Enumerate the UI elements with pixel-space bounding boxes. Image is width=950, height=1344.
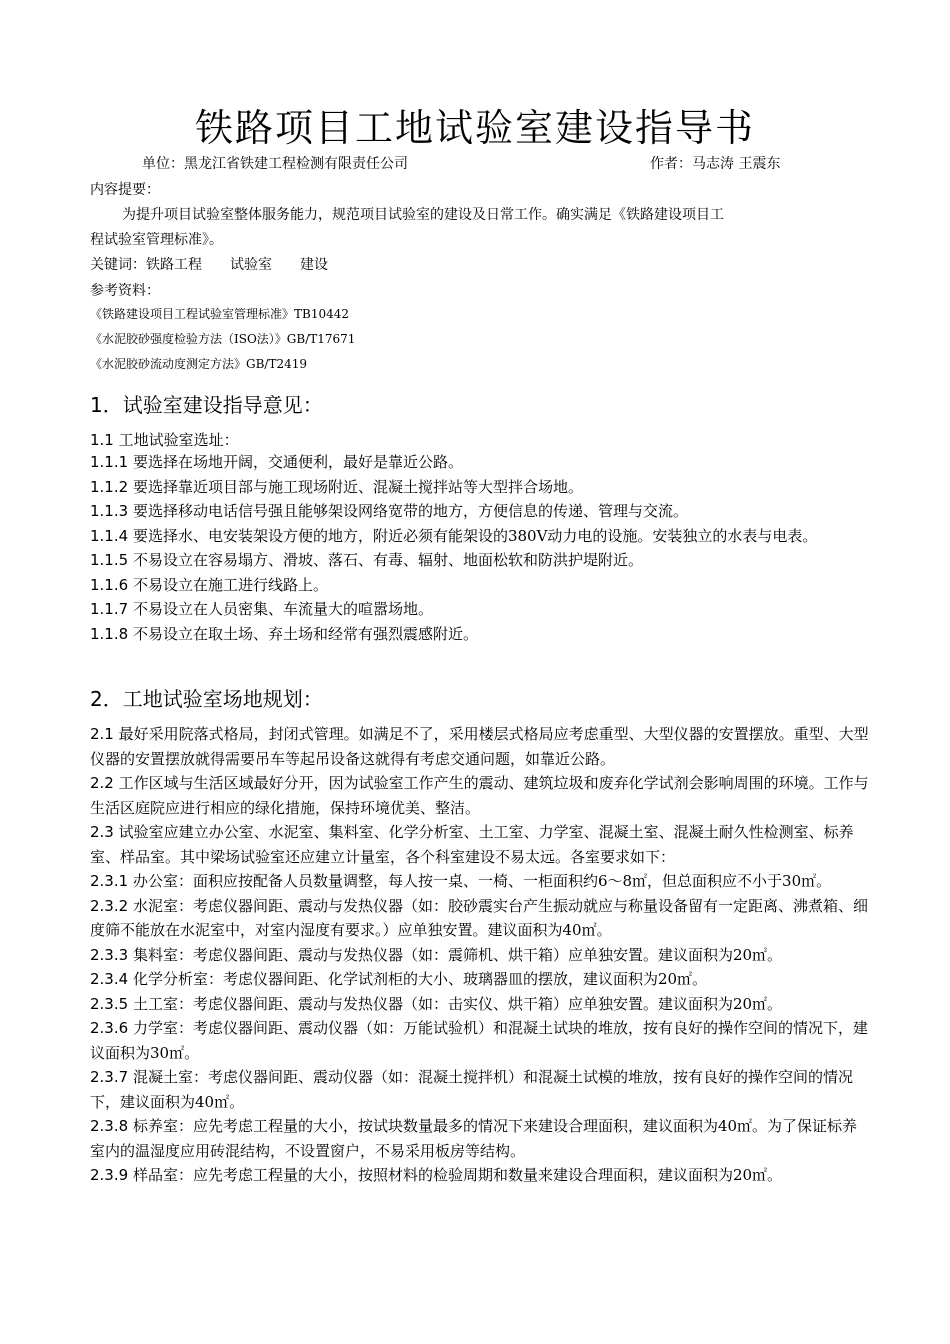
- list-item: 2.3.8 标养室：应先考虑工程量的大小，按试块数量最多的情况下来建设合理面积，建议面积为40㎡。为了保证标养室内的温湿度应用砖混结构，不设置窗户，不易采用板房等结构。: [90, 1117, 858, 1160]
- list-item: 2.3.6 力学室：考虑仪器间距、震动仪器（如：万能试验机）和混凝土试块的堆放，按有良好的操作空间的情况下，建议面积为30㎡。: [90, 1019, 868, 1062]
- reference-item: 《水泥胶砂流动度测定方法》GB/T2419: [90, 357, 307, 371]
- list-item: 1.1.5 不易设立在容易塌方、滑坡、落石、有毒、辐射、地面松软和防洪护堤附近。: [90, 551, 643, 569]
- abstract-line-1: 为提升项目试验室整体服务能力，规范项目试验室的建设及日常工作。确实满足《铁路建设项目工: [122, 207, 724, 223]
- author-names: 作者：马志涛 王震东: [650, 156, 781, 172]
- reference-item: 《铁路建设项目工程试验室管理标准》TB10442: [90, 307, 349, 321]
- list-item: 1.1.2 要选择靠近项目部与施工现场附近、混凝土搅拌站等大型拌合场地。: [90, 477, 583, 496]
- section-1-heading: 1．试验室建设指导意见：: [90, 393, 323, 417]
- list-item: 2.3.5 土工室：考虑仪器间距、震动与发热仪器（如：击实仪、烘干箱）应单独安置。建议面积为20㎡。: [90, 994, 783, 1013]
- abstract-label: 内容提要：: [90, 182, 160, 198]
- list-item: 2.3.2 水泥室：考虑仪器间距、震动与发热仪器（如：胶砂震实台产生振动就应与称量设备留有一定距离、沸煮箱、细度筛不能放在水泥室中，对室内湿度有要求。）应单独安置。建议面积为40㎡。: [90, 896, 868, 939]
- section-1-1-heading: 1.1 工地试验室选址：: [90, 431, 239, 449]
- keywords-label: 关键词：: [90, 257, 146, 273]
- list-item: 1.1.7 不易设立在人员密集、车流量大的喧嚣场地。: [90, 600, 433, 618]
- list-item: 1.1.4 要选择水、电安装架设方便的地方，附近必须有能架设的380V动力电的设施。安装独立的水表与电表。: [90, 526, 818, 545]
- section-2-heading: 2．工地试验室场地规划：: [90, 687, 323, 711]
- document-title: 铁路项目工地试验室建设指导书: [194, 106, 755, 150]
- references-label: 参考资料：: [90, 283, 160, 299]
- list-item: 2.2 工作区域与生活区域最好分开，因为试验室工作产生的震动、建筑垃圾和废弃化学试剂会影响周围的环境。工作与生活区庭院应进行相应的绿化措施，保持环境优美、整洁。: [90, 774, 869, 817]
- keywords: [90, 255, 328, 275]
- list-item: 2.3 试验室应建立办公室、水泥室、集料室、化学分析室、土工室、力学室、混凝土室、混凝土耐久性检测室、标养室、样品室。其中梁场试验室还应建立计量室，各个科室建设不易太远。各室要求如下：: [90, 823, 854, 866]
- list-item: 2.3.4 化学分析室：考虑仪器间距、化学试剂柜的大小、玻璃器皿的摆放，建议面积为20㎡。: [90, 970, 708, 988]
- list-item: 1.1.6 不易设立在施工进行线路上。: [90, 575, 328, 594]
- abstract-line-2: 程试验室管理标准》。: [90, 232, 223, 248]
- list-item: 2.3.9 样品室：应先考虑工程量的大小，按照材料的检验周期和数量来建设合理面积，建议面积为20㎡。: [90, 1166, 783, 1184]
- section-2-list: [90, 722, 870, 1188]
- list-item: 1.1.3 要选择移动电话信号强且能够架设网络宽带的地方，方便信息的传递、管理与交流。: [90, 502, 688, 520]
- author-unit: 单位：黑龙江省铁建工程检测有限责任公司: [142, 156, 408, 172]
- list-item: 2.3.1 办公室：面积应按配备人员数量调整，每人按一桌、一椅、一柜面积约6～8㎡，但总面积应不小于30㎡。: [90, 872, 832, 890]
- reference-item: 《水泥胶砂强度检验方法（ISO法）》GB/T17671: [90, 332, 356, 346]
- list-item: 2.3.7 混凝土室：考虑仪器间距、震动仪器（如：混凝土搅拌机）和混凝土试模的堆放，按有良好的操作空间的情况下，建议面积为40㎡。: [90, 1068, 853, 1111]
- list-item: 2.1 最好采用院落式格局，封闭式管理。如满足不了，采用楼层式格局应考虑重型、大型仪器的安置摆放。重型、大型仪器的安置摆放就得需要吊车等起吊设备这就得有考虑交通问题，如靠近公路。: [90, 725, 869, 768]
- list-item: 2.3.3 集料室：考虑仪器间距、震动与发热仪器（如：震筛机、烘干箱）应单独安置。建议面积为20㎡。: [90, 945, 783, 964]
- keywords-text: 铁路工程 试验室 建设: [146, 257, 328, 273]
- list-item: 1.1.1 要选择在场地开阔，交通便利，最好是靠近公路。: [90, 453, 463, 471]
- section-1-list: [90, 450, 870, 646]
- list-item: 1.1.8 不易设立在取土场、弃土场和经常有强烈震感附近。: [90, 624, 478, 643]
